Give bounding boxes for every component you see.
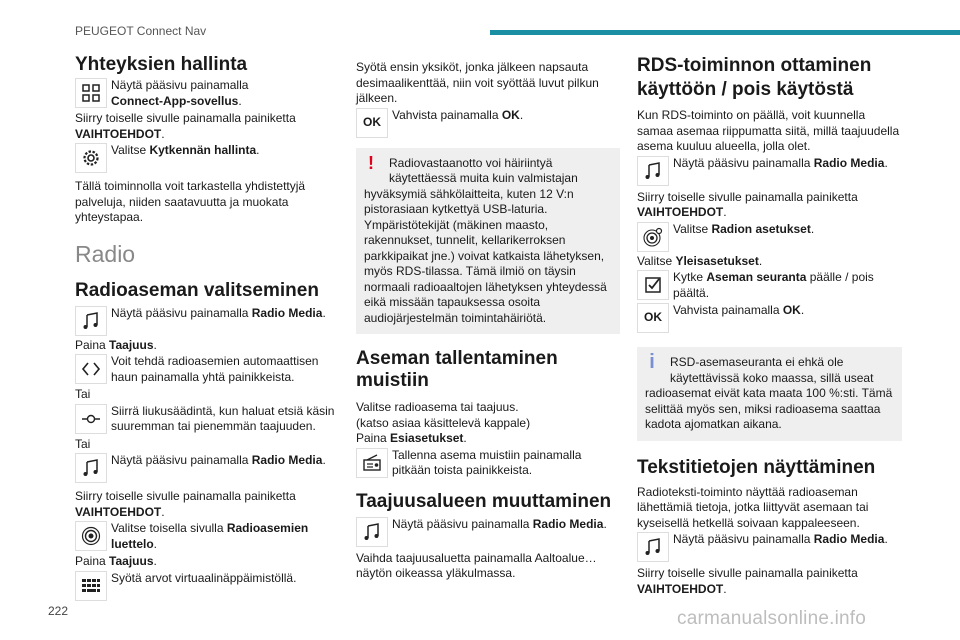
text-radiotext-desc: Radioteksti-toiminto näyttää radioaseman lähettämiä tietoja, jotka liittyvät asemaan tai kyseisellä hetkellä soivaan kappaleeseen. [637,484,869,530]
text-select-station: Valitse radioasema tai taajuus. [356,400,519,414]
instruction-keyboard: Syötä arvot virtuaalinäppäimistöllä. [75,571,340,601]
music-note-icon [637,532,669,562]
text-options-3: Siirry toiselle sivulle painamalla painiketta VAIHTOEHDOT. [637,189,858,219]
column-2 [356,60,620,582]
column-3 [637,54,902,597]
radio-settings-icon [637,222,669,252]
text-rds-desc: Kun RDS-toiminto on päällä, voit kuunnella samaa asemaa riippumatta siitä, millä taajuudella asema kuuluu alueella, jolla olet. [637,108,900,153]
instruction-store-preset: Tallenna asema muistiin painamalla pitkään toista painikkeista. [356,448,620,479]
text-connections-desc: Tällä toiminnolla voit tarkastella yhdistettyjä palveluja, niiden saatavuutta ja muokata yhteystapaa. [75,179,306,224]
text-options-4: Siirry toiselle sivulle painamalla painiketta VAIHTOEHDOT. [637,566,858,596]
info-icon: i [649,351,655,373]
instruction-auto-search: Voit tehdä radioasemien automaattisen haun painamalla yhtä painikkeista. [75,354,340,385]
radio-station-icon [75,521,107,551]
radio-preset-icon [356,448,388,478]
info-note: i RSD-asemaseuranta ei ehkä ole käytettävissä koko maassa, sillä useat radioasemat eivät kata maata 100 %:sti. Tämä selittää myös sen, miksi radioasema saattaa kadota ajomatkan aikana. [637,347,902,441]
instruction-connect-app: Näytä pääsivu painamalla Connect-App-sovellus. [75,78,340,109]
text-change-band: Vaihda taajuusaluetta painamalla Aaltoalue… näytön oikeassa yläkulmassa. [356,550,597,580]
watermark: carmanualsonline.info [677,608,867,629]
music-note-icon [75,306,107,336]
text-or-2: Tai [75,436,91,451]
text-see-section: (katso asiaa käsittelevä kappale) [356,415,531,430]
music-note-icon [637,156,669,186]
text-or-1: Tai [75,387,91,401]
heading-rds: RDS-toiminnon ottaminen käyttöön / pois käytöstä [637,55,872,100]
ok-button-icon: OK [356,108,388,138]
text-enter-units: Syötä ensin yksiköt, jonka jälkeen napsauta desimaalikenttää, niin voit syöttää luvut pilkun jälkeen. [356,60,599,105]
header-accent-bar [490,30,960,35]
instruction-station-list: Valitse toisella sivulla Radioasemien luettelo. [75,521,340,552]
apps-grid-icon [75,78,107,108]
instruction-radio-media-4: Näytä pääsivu painamalla Radio Media. [637,156,902,186]
keyboard-icon [75,571,107,601]
column-1 [75,54,340,603]
heading-band-change: Taajuusalueen muuttaminen [356,490,612,512]
instruction-radio-media-2: Näytä pääsivu painamalla Radio Media. [75,453,340,483]
heading-text-display: Tekstitietojen näyttäminen [637,456,876,478]
settings-gear-icon [75,143,107,173]
warning-icon: ! [368,152,374,173]
text-general-settings: Valitse Yleisasetukset. [637,253,763,268]
checkbox-icon [637,270,669,300]
text-press-frequency: Paina Taajuus. [75,337,157,352]
heading-save-station: Aseman tallentaminen muistiin [356,348,558,391]
instruction-radio-media-5: Näytä pääsivu painamalla Radio Media. [637,532,902,562]
text-options: Siirry toiselle sivulle painamalla painiketta VAIHTOEHDOT. [75,111,296,141]
instruction-slider: Siirrä liukusäädintä, kun haluat etsiä käsin suuremman tai pienemmän taajuuden. [75,404,340,435]
instruction-confirm-ok-2: OK Vahvista painamalla OK. [637,303,902,333]
text-press-presets: Paina Esiasetukset. [356,431,467,445]
chevrons-left-right-icon [75,354,107,384]
slider-tune-icon [75,404,107,434]
music-note-icon [356,517,388,547]
section-title-radio: Radio [75,240,136,267]
ok-button-icon: OK [637,303,669,333]
text-press-frequency-2: Paina Taajuus. [75,554,157,568]
instruction-radio-media-3: Näytä pääsivu painamalla Radio Media. [356,517,620,547]
warning-note: ! Radiovastaanotto voi häiriintyä käytettäessä muita kuin valmistajan hyväksymiä sähkölaitteita, kuten 12 V:n pistorasiaan kytkettyä USB-laturia. Ympäristötekijät (mäkinen maasto, rakennukset, tunnelit, kellarikerroksen parkkipaikat jne.) voivat katkaista lähetyksen, myös RDS-tilassa. Tämä ilmiö on täysin normaali radioaaltojen lähetyksen yhteydessä eikä missään tapauksessa osoita audiojärjestelmän toimintahäiriötä. [356,148,620,335]
running-header: PEUGEOT Connect Nav [75,24,207,38]
instruction-station-follow: Kytke Aseman seuranta päälle / pois päältä. [637,270,902,301]
page-number: 222 [48,604,69,618]
instruction-radio-settings: Valitse Radion asetukset. [637,222,902,252]
instruction-confirm-ok: OK Vahvista painamalla OK. [356,108,620,138]
text-options-2: Siirry toiselle sivulle painamalla painiketta VAIHTOEHDOT. [75,489,296,519]
heading-connections: Yhteyksien hallinta [75,54,248,75]
instruction-radio-media-1: Näytä pääsivu painamalla Radio Media. [75,306,340,336]
music-note-icon [75,453,107,483]
instruction-connection-mgmt: Valitse Kytkennän hallinta. [75,143,340,173]
heading-station-select: Radioaseman valitseminen [75,279,319,301]
